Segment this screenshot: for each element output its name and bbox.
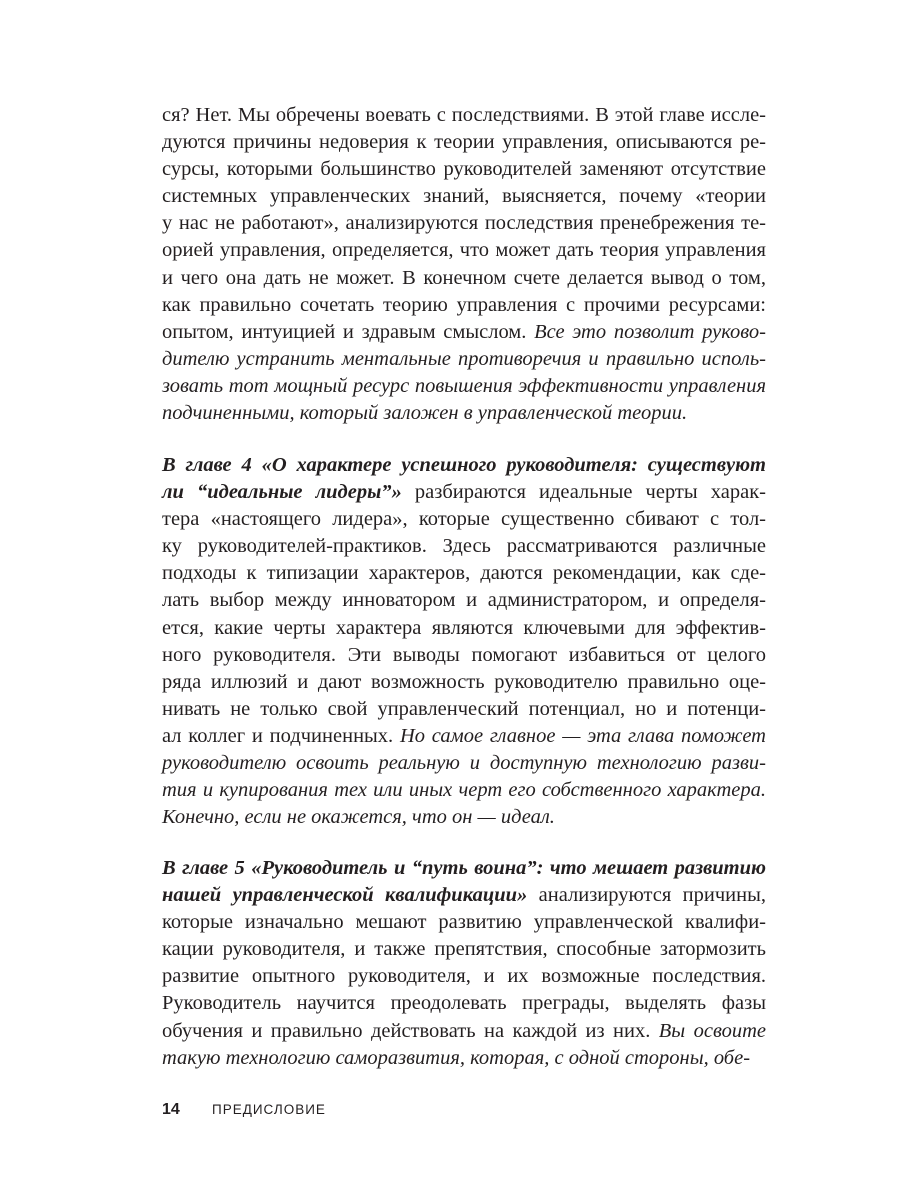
text-line <box>162 292 766 319</box>
text-line <box>162 642 766 669</box>
text-segment: нашей управленческой квалификации» <box>162 884 528 907</box>
text-segment: дуются причины недоверия к теории управления, описываются ре- <box>162 131 766 154</box>
paragraph-chapter-5-summary <box>162 855 766 1072</box>
text-line <box>162 696 766 723</box>
text-segment: орией управления, определяется, что может дать теория управления <box>162 239 766 262</box>
text-segment: В главе 5 «Руководитель и “путь воина”: что мешает развитию <box>162 857 766 879</box>
text-segment: и чего она дать не может. В конечном счете делается вывод о том, <box>162 266 766 289</box>
text-segment: Руководитель научится преодолевать преграды, выделять фазы <box>162 992 766 1015</box>
text-line <box>162 723 766 750</box>
text-segment: Но самое главное — эта глава поможет <box>399 724 766 747</box>
text-line <box>162 346 766 373</box>
text-segment: анализируются причины, <box>527 884 766 907</box>
text-segment: тера «настоящего лидера», которые существенно сбивают с тол- <box>162 508 766 531</box>
text-line <box>162 319 766 346</box>
text-segment: сурсы, которыми большинство руководителей заменяют отсутствие <box>162 158 766 181</box>
text-line <box>162 400 766 427</box>
text-segment: опытом, интуицией и здравым смыслом. <box>162 320 535 343</box>
text-segment: В главе 4 «О характере успешного руководителя: существуют <box>162 454 766 476</box>
text-segment: системных управленческих знаний, выясняется, почему «теории <box>162 185 766 208</box>
paragraph-chapter-4-summary <box>162 452 766 831</box>
text-line <box>162 373 766 400</box>
text-line <box>162 102 766 129</box>
paragraph-chapter-3-summary <box>162 102 766 427</box>
text-segment: дителю устранить ментальные противоречия и правильно исполь- <box>162 347 766 370</box>
text-segment: тия и купирования тех или иных черт его собственного характера. <box>162 779 766 802</box>
text-segment: ку руководителей-практиков. Здесь рассматриваются различные <box>162 535 766 558</box>
text-line <box>162 804 766 831</box>
text-line <box>162 990 766 1017</box>
page-number: 14 <box>162 1101 180 1118</box>
text-segment: зовать тот мощный ресурс повышения эффективности управления <box>162 374 766 397</box>
text-line <box>162 479 766 506</box>
text-segment: обучения и правильно действовать на каждой из них. <box>162 1019 659 1042</box>
text-line <box>162 777 766 804</box>
text-segment: Конечно, если не окажется, что он — идеал. <box>162 806 555 829</box>
text-segment: разбираются идеальные черты харак- <box>401 481 766 504</box>
text-line <box>162 210 766 237</box>
text-segment: лать выбор между инноватором и администратором, и определя- <box>162 589 766 612</box>
running-head: ПРЕДИСЛОВИЕ <box>212 1102 326 1117</box>
text-segment: такую технологию саморазвития, которая, с одной стороны, обе- <box>162 1046 751 1069</box>
text-segment: подходы к типизации характеров, даются рекомендации, как сде- <box>162 562 766 585</box>
text-line <box>162 560 766 587</box>
text-line <box>162 237 766 264</box>
text-segment: кации руководителя, и также препятствия, способные затормозить <box>162 938 766 961</box>
text-segment: ся? Нет. Мы обречены воевать с последствиями. В этой главе иссле- <box>162 104 766 126</box>
text-segment: ного руководителя. Эти выводы помогают избавиться от целого <box>162 643 766 666</box>
text-segment: ряда иллюзий и дают возможность руководителю правильно оце- <box>162 670 766 693</box>
text-segment: Все это позволит руково- <box>534 320 766 343</box>
text-line <box>162 615 766 642</box>
text-segment: развитие опытного руководителя, и их возможные последствия. <box>162 965 766 988</box>
text-line <box>162 506 766 533</box>
text-line <box>162 882 766 909</box>
text-line <box>162 855 766 882</box>
text-segment: подчиненными, который заложен в управленческой теории. <box>162 402 688 425</box>
text-line <box>162 452 766 479</box>
text-line <box>162 750 766 777</box>
text-segment: у нас не работают», анализируются последствия пренебрежения те- <box>162 212 766 235</box>
text-line <box>162 936 766 963</box>
text-segment: нивать не только свой управленческий потенциал, но и потенци- <box>162 697 766 720</box>
text-segment: ется, какие черты характера являются ключевыми для эффектив- <box>162 616 766 639</box>
text-line <box>162 183 766 210</box>
text-segment: ал коллег и подчиненных. <box>162 724 400 747</box>
text-line <box>162 265 766 292</box>
text-line <box>162 963 766 990</box>
text-line <box>162 129 766 156</box>
text-line <box>162 1045 766 1072</box>
text-line <box>162 587 766 614</box>
text-segment: Вы освоите <box>658 1019 766 1042</box>
text-line <box>162 533 766 560</box>
text-segment: ли “идеальные лидеры”» <box>162 481 402 504</box>
text-segment: которые изначально мешают развитию управленческой квалифи- <box>162 911 766 934</box>
text-segment: как правильно сочетать теорию управления с прочими ресурсами: <box>162 293 766 316</box>
text-segment: руководителю освоить реальную и доступную технологию разви- <box>162 752 766 775</box>
text-line <box>162 1018 766 1045</box>
page-footer <box>162 1101 326 1119</box>
text-line <box>162 909 766 936</box>
text-line <box>162 156 766 183</box>
text-line <box>162 669 766 696</box>
